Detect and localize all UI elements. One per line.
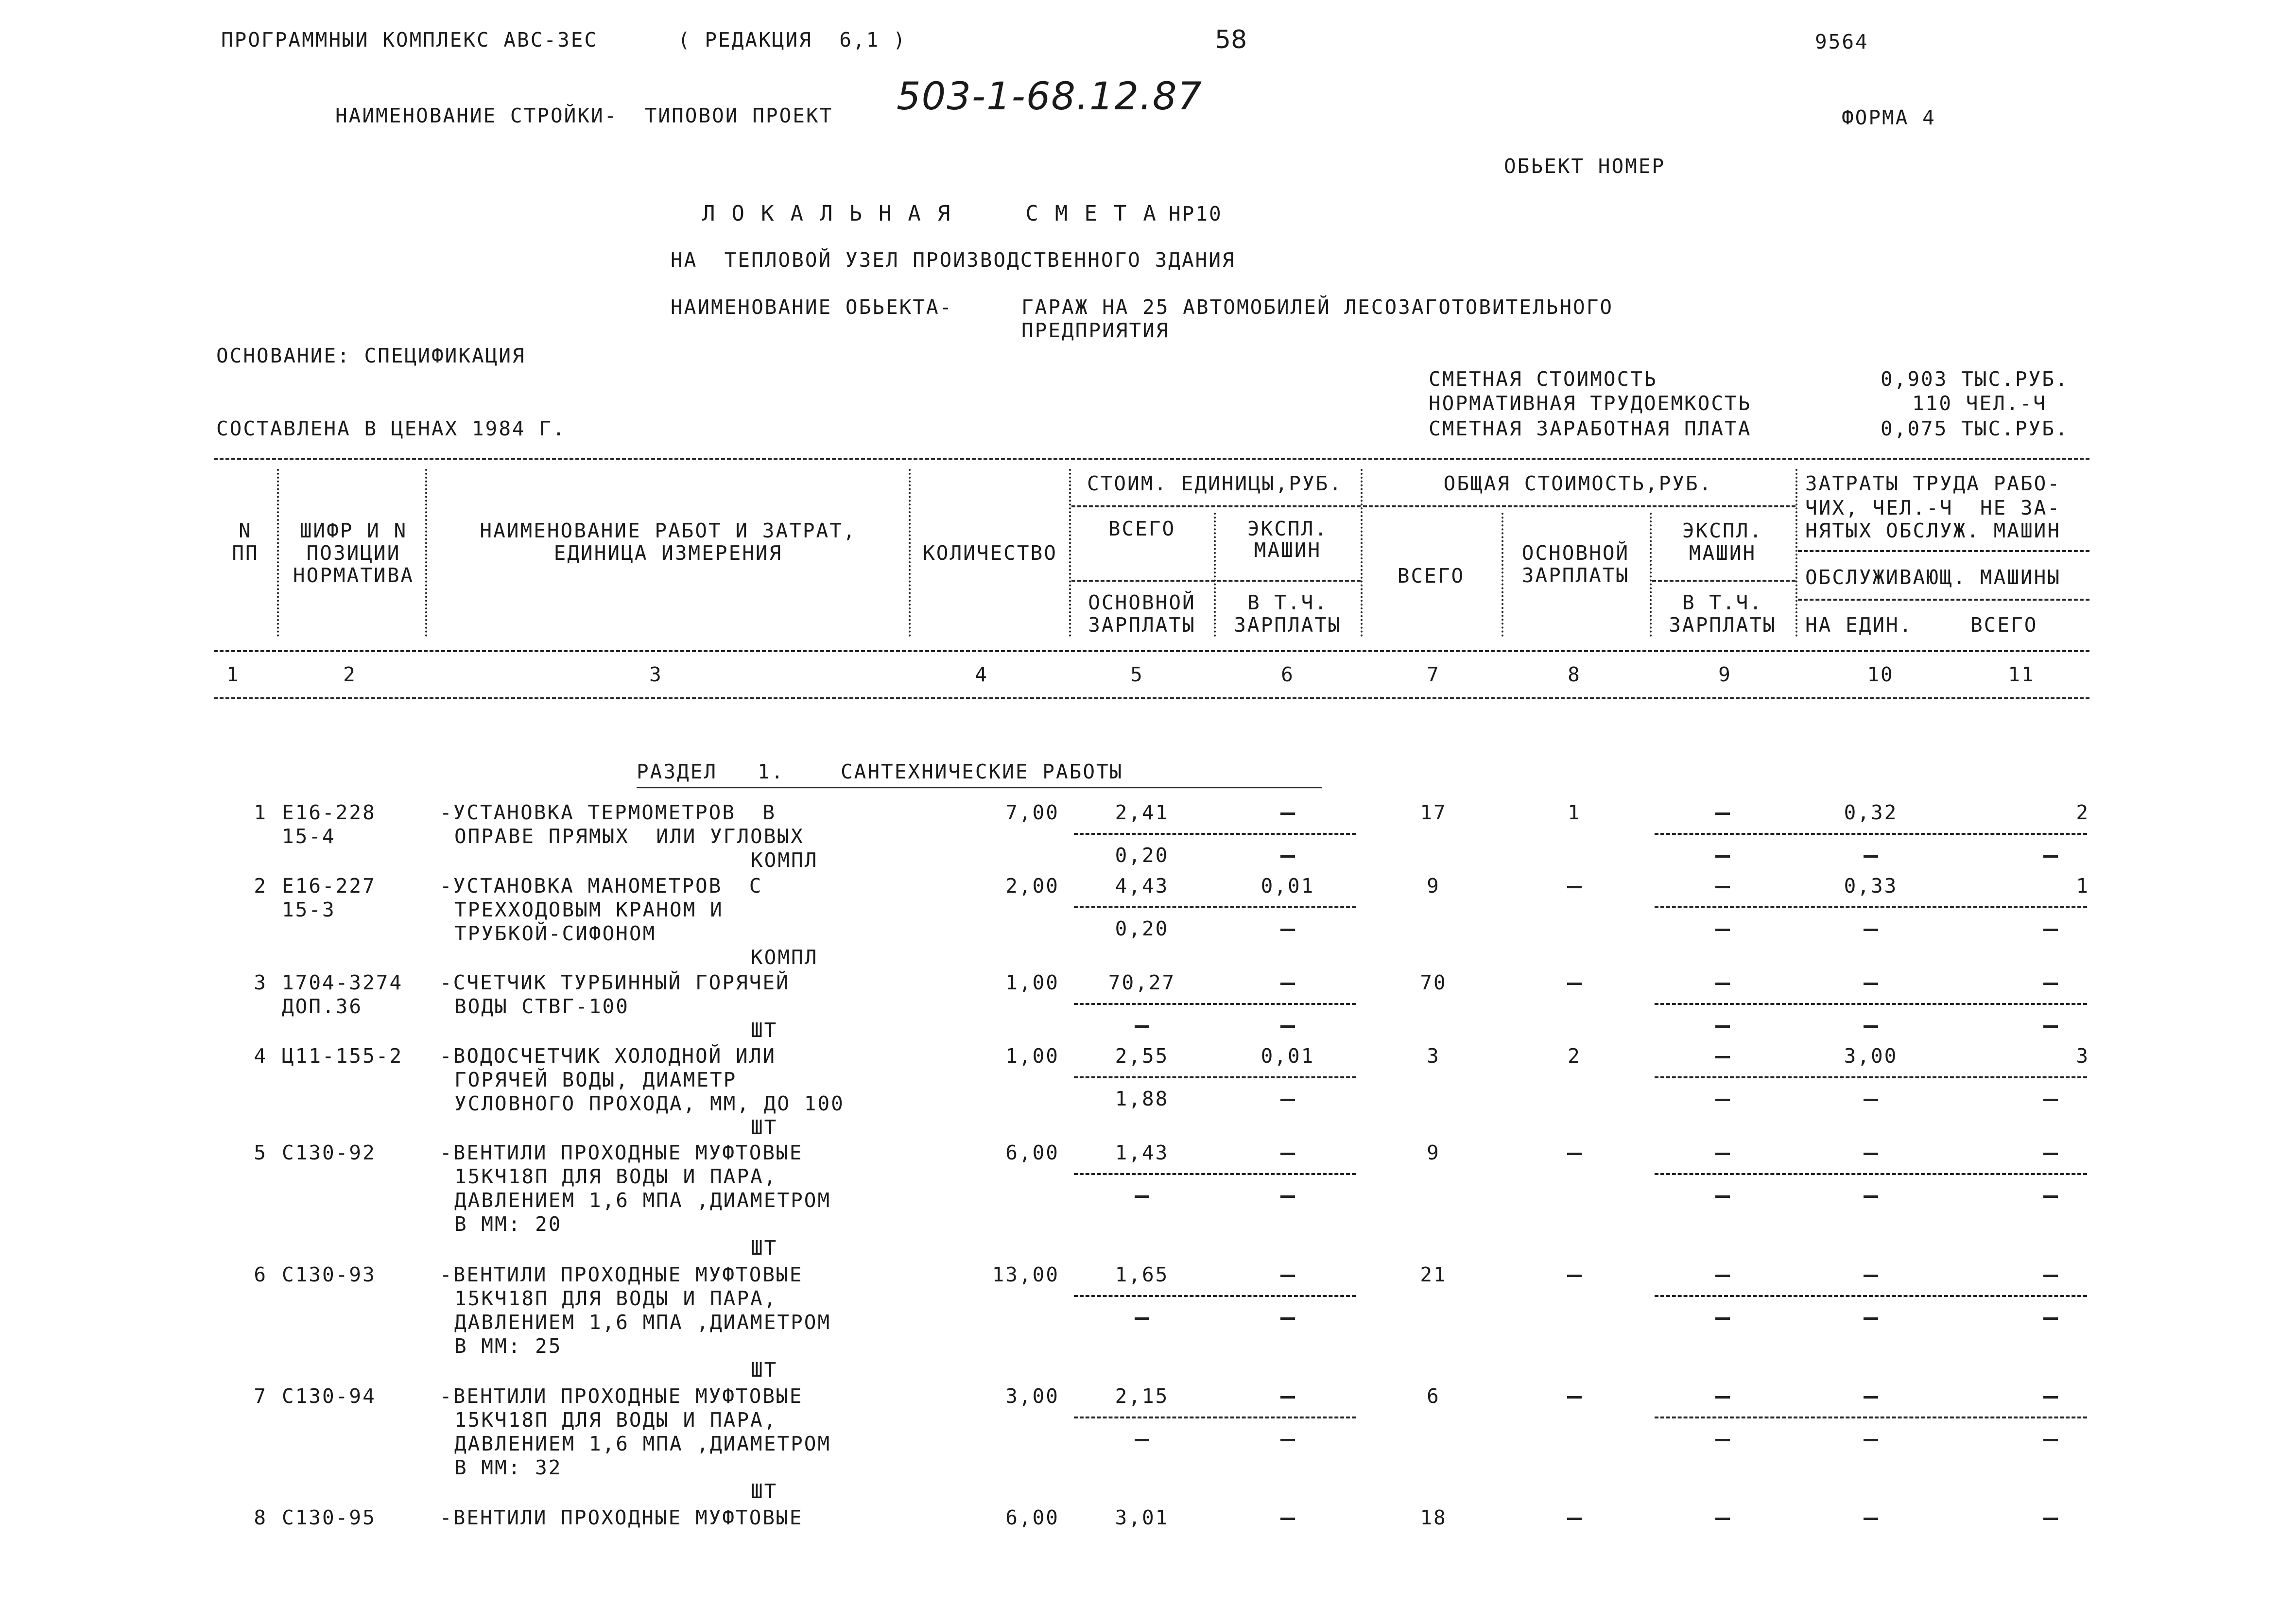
row-4-unit-wage: 1,88 <box>1115 1087 1169 1110</box>
colhead-n: N <box>239 519 252 542</box>
row-7-labor2-unit-dash <box>1864 1439 1878 1441</box>
labor-rule <box>1798 550 2089 552</box>
colhead-unit-wage2: ЗАРПЛАТЫ <box>1088 613 1196 637</box>
row-7-labor-total-dash <box>2043 1396 2058 1399</box>
colhead-labor2: ЧИХ, ЧЕЛ.-Ч НЕ ЗА- <box>1805 496 2061 519</box>
basis: ОСНОВАНИЕ: СПЕЦИФИКАЦИЯ <box>216 344 526 367</box>
object-name-line1: ГАРАЖ НА 25 АВТОМОБИЛЕЙ ЛЕСОЗАГОТОВИТЕЛЬНОГО <box>1021 295 1614 319</box>
row-4-unit-total: 2,55 <box>1115 1044 1169 1068</box>
colhead-unit-mach2: МАШИН <box>1254 538 1322 562</box>
colnum-2: 2 <box>343 663 357 686</box>
labor-rule2 <box>1798 599 2089 601</box>
row-6-labor-total-dash <box>2043 1275 2058 1277</box>
row-4-name-1: -ВОДОСЧЕТЧИК ХОЛОДНОЙ ИЛИ <box>440 1044 777 1068</box>
row-3-unit-wage-dash <box>1135 1025 1149 1028</box>
colnum-1: 1 <box>226 663 240 686</box>
row-8-name-1: -ВЕНТИЛИ ПРОХОДНЫЕ МУФТОВЫЕ <box>440 1506 803 1529</box>
row-6-total-incl-dash <box>1715 1317 1730 1320</box>
row-2-unit-rule <box>1074 906 1356 908</box>
row-3-number: 3 <box>254 971 267 994</box>
colhead-labor-unit: НА ЕДИН. <box>1805 613 1913 637</box>
row-2-name-2: ТРЕХХОДОВЫМ КРАНОМ И <box>454 898 724 921</box>
row-2-code: Е16-227 <box>282 874 376 898</box>
row-3-unit: ШТ <box>751 1019 778 1042</box>
row-1-unit-rule <box>1074 833 1356 835</box>
program-name: ПРОГРАММНЫИ КОМПЛЕКС АВС-ЗЕС <box>221 28 598 52</box>
row-1-name-2: ОПРАВЕ ПРЯМЫХ ИЛИ УГЛОВЫХ <box>454 825 804 848</box>
row-7-unit-wage-dash <box>1135 1439 1149 1441</box>
col-divider <box>1069 469 1071 637</box>
summary-label-cost: СМЕТНАЯ СТОИМОСТЬ <box>1429 367 1657 391</box>
col-divider <box>1502 513 1503 637</box>
colhead-labor3: НЯТЫХ ОБСЛУЖ. МАШИН <box>1805 519 2061 542</box>
row-6-name-3: ДАВЛЕНИЕМ 1,6 МПА ,ДИАМЕТРОМ <box>454 1311 831 1334</box>
row-4-labor2-total-dash <box>2043 1099 2058 1101</box>
page-title: ЛОКАЛЬНАЯ СМЕТА <box>702 201 1173 226</box>
summary-label-wage: СМЕТНАЯ ЗАРАБОТНАЯ ПЛАТА <box>1429 417 1752 440</box>
row-2-number: 2 <box>254 874 267 898</box>
row-2-qty: 2,00 <box>1005 874 1059 898</box>
row-4-labor-total: 3 <box>2076 1044 2089 1068</box>
row-3-total-rule <box>1655 1003 2087 1005</box>
estimate-subtitle: НА ТЕПЛОВОЙ УЗЕЛ ПРОИЗВОДСТВЕННОГО ЗДАНИЯ <box>671 248 1236 272</box>
row-4-total: 3 <box>1427 1044 1440 1068</box>
colnum-11: 11 <box>2008 663 2035 686</box>
row-1-total-mach-dash <box>1715 812 1730 815</box>
row-6-unit-wage-dash <box>1135 1317 1149 1320</box>
row-7-total: 6 <box>1427 1384 1440 1408</box>
colhead-unitcost: СТОИМ. ЕДИНИЦЫ,РУБ. <box>1087 472 1343 495</box>
row-7-unit-incl-dash <box>1280 1439 1295 1441</box>
colhead-labor: ЗАТРАТЫ ТРУДА РАБО- <box>1805 472 2061 495</box>
row-5-labor-unit-dash <box>1864 1153 1878 1155</box>
row-2-name-1: -УСТАНОВКА МАНОМЕТРОВ С <box>440 874 763 898</box>
row-7-total-wage-dash <box>1567 1396 1582 1399</box>
row-8-total-mach-dash <box>1715 1518 1730 1520</box>
row-6-unit: ШТ <box>751 1358 778 1382</box>
col-divider <box>277 469 279 637</box>
doc-number: 9564 <box>1815 30 1869 53</box>
row-4-unit-mach: 0,01 <box>1260 1044 1315 1068</box>
colhead-n2: ПП <box>232 541 259 565</box>
row-3-total-incl-dash <box>1715 1025 1730 1028</box>
row-6-name-4: В ММ: 25 <box>454 1334 562 1358</box>
prices-year: СОСТАВЛЕНА В ЦЕНАХ 1984 Г. <box>216 417 566 440</box>
row-7-name-4: В ММ: 32 <box>454 1456 562 1479</box>
row-2-name-3: ТРУБКОЙ-СИФОНОМ <box>454 922 656 945</box>
row-7-code: С130-94 <box>282 1384 376 1408</box>
row-6-unit-mach-dash <box>1280 1275 1295 1277</box>
colhead-code3: НОРМАТИВА <box>293 564 414 587</box>
summary-value-cost: 0,903 ТЫС.РУБ. <box>1881 367 2069 391</box>
row-3-unit-mach-dash <box>1280 983 1295 985</box>
colhead-labor-total: ВСЕГО <box>1970 613 2038 637</box>
row-1-labor-unit: 0,32 <box>1844 801 1898 824</box>
row-4-unit-rule <box>1074 1076 1356 1078</box>
section-name: САНТЕХНИЧЕСКИЕ РАБОТЫ <box>841 760 1123 783</box>
row-4-labor-unit: 3,00 <box>1844 1044 1898 1068</box>
row-4-unit-incl-dash <box>1280 1099 1295 1101</box>
summary-value-wage: 0,075 ТЫС.РУБ. <box>1881 417 2069 440</box>
title-code: НР10 <box>1169 202 1223 225</box>
row-6-labor-unit-dash <box>1864 1275 1878 1277</box>
colhead-unit-incl: В Т.Ч. <box>1247 591 1329 614</box>
totalmach-rule <box>1652 580 1795 582</box>
row-5-total-wage-dash <box>1567 1153 1582 1155</box>
row-3-code-2: ДОП.36 <box>282 995 363 1018</box>
row-4-code: Ц11-155-2 <box>282 1044 403 1068</box>
row-4-name-3: УСЛОВНОГО ПРОХОДА, ММ, ДО 100 <box>454 1092 845 1115</box>
row-3-code: 1704-3274 <box>282 971 403 994</box>
colhead-qty: КОЛИЧЕСТВО <box>923 541 1057 565</box>
colhead-unit-total: ВСЕГО <box>1108 517 1176 540</box>
row-6-labor2-total-dash <box>2043 1317 2058 1320</box>
row-2-total-incl-dash <box>1715 929 1730 931</box>
colnum-9: 9 <box>1718 663 1732 686</box>
row-5-total: 9 <box>1427 1141 1440 1164</box>
row-7-unit-rule <box>1074 1417 1356 1418</box>
row-5-qty: 6,00 <box>1005 1141 1059 1164</box>
colhead-totalcost: ОБЩАЯ СТОИМОСТЬ,РУБ. <box>1443 472 1713 495</box>
project-code-handwritten: 503-1-68.12.87 <box>897 75 1203 119</box>
row-4-total-incl-dash <box>1715 1099 1730 1101</box>
row-6-unit-total: 1,65 <box>1115 1263 1169 1286</box>
row-1-labor2-unit-dash <box>1864 855 1878 858</box>
row-6-total-wage-dash <box>1567 1275 1582 1277</box>
row-5-labor2-unit-dash <box>1864 1195 1878 1198</box>
row-5-total-incl-dash <box>1715 1195 1730 1198</box>
row-1-total-incl-dash <box>1715 855 1730 858</box>
row-2-unit: КОМПЛ <box>751 946 818 969</box>
row-5-total-rule <box>1655 1173 2087 1175</box>
construction-label: НАИМЕНОВАНИЕ СТРОЙКИ- ТИПОВОИ ПРОЕКТ <box>335 104 833 127</box>
row-6-name-2: 15КЧ18П ДЛЯ ВОДЫ И ПАРА, <box>454 1287 777 1310</box>
row-8-code: С130-95 <box>282 1506 376 1529</box>
row-6-total-rule <box>1655 1295 2087 1297</box>
colhead-name2: ЕДИНИЦА ИЗМЕРЕНИЯ <box>553 541 783 565</box>
row-6-total-mach-dash <box>1715 1275 1730 1277</box>
row-3-name-1: -СЧЕТЧИК ТУРБИННЫЙ ГОРЯЧЕЙ <box>440 971 790 994</box>
col-divider <box>909 469 911 637</box>
row-5-unit-total: 1,43 <box>1115 1141 1169 1164</box>
row-3-unit-rule <box>1074 1003 1356 1005</box>
page-number: 58 <box>1215 25 1247 54</box>
row-4-unit: ШТ <box>751 1116 778 1139</box>
row-2-labor2-unit-dash <box>1864 929 1878 931</box>
row-5-name-2: 15КЧ18П ДЛЯ ВОДЫ И ПАРА, <box>454 1165 777 1188</box>
row-6-unit-rule <box>1074 1295 1356 1297</box>
row-1-unit-wage: 0,20 <box>1115 844 1169 867</box>
row-5-total-mach-dash <box>1715 1153 1730 1155</box>
colhead-total-mach2: МАШИН <box>1689 541 1757 565</box>
row-3-qty: 1,00 <box>1005 971 1059 994</box>
row-2-unit-total: 4,43 <box>1115 874 1169 898</box>
row-8-number: 8 <box>254 1506 267 1529</box>
row-4-total-wage: 2 <box>1568 1044 1581 1068</box>
row-2-total-mach-dash <box>1715 886 1730 888</box>
colhead-code: ШИФР И N <box>299 519 408 542</box>
row-7-total-rule <box>1655 1417 2087 1418</box>
edition: ( РЕДАКЦИЯ 6,1 ) <box>678 28 907 52</box>
row-2-labor2-total-dash <box>2043 929 2058 931</box>
row-3-name-2: ВОДЫ СТВГ-100 <box>454 995 629 1018</box>
row-3-labor-unit-dash <box>1864 983 1878 985</box>
row-1-total: 17 <box>1420 801 1447 824</box>
row-6-code: С130-93 <box>282 1263 376 1286</box>
unitcost-rule <box>1071 505 1361 507</box>
row-5-unit-rule <box>1074 1173 1356 1175</box>
row-5-name-3: ДАВЛЕНИЕМ 1,6 МПА ,ДИАМЕТРОМ <box>454 1189 831 1212</box>
row-3-unit-total: 70,27 <box>1108 971 1176 994</box>
row-1-labor2-total-dash <box>2043 855 2058 858</box>
row-7-labor-unit-dash <box>1864 1396 1878 1399</box>
colnum-10: 10 <box>1867 663 1894 686</box>
col-divider <box>1214 513 1216 637</box>
colnum-7: 7 <box>1427 663 1440 686</box>
row-3-total-mach-dash <box>1715 983 1730 985</box>
row-7-qty: 3,00 <box>1005 1384 1059 1408</box>
row-3-total: 70 <box>1420 971 1447 994</box>
row-5-name-4: В ММ: 20 <box>454 1212 562 1236</box>
summary-label-labor: НОРМАТИВНАЯ ТРУДОЕМКОСТЬ <box>1429 392 1752 415</box>
colhead-total-all: ВСЕГО <box>1397 564 1465 588</box>
row-3-unit-incl-dash <box>1280 1025 1295 1028</box>
col-divider <box>1361 469 1363 637</box>
row-2-unit-incl-dash <box>1280 929 1295 931</box>
row-6-qty: 13,00 <box>992 1263 1059 1286</box>
colhead-total-incl2: ЗАРПЛАТЫ <box>1669 613 1777 637</box>
row-1-unit-total: 2,41 <box>1115 801 1169 824</box>
colhead-total-incl: В Т.Ч. <box>1682 591 1763 614</box>
colhead-code2: ПОЗИЦИИ <box>306 541 401 565</box>
object-number-label: ОБЬЕКТ НОМЕР <box>1504 155 1666 178</box>
row-2-unit-mach: 0,01 <box>1260 874 1315 898</box>
row-7-name-2: 15КЧ18П ДЛЯ ВОДЫ И ПАРА, <box>454 1408 777 1432</box>
row-7-unit: ШТ <box>751 1480 778 1503</box>
unitcost-sub-rule <box>1071 580 1361 582</box>
row-5-name-1: -ВЕНТИЛИ ПРОХОДНЫЕ МУФТОВЫЕ <box>440 1141 803 1164</box>
row-3-labor2-unit-dash <box>1864 1025 1878 1028</box>
row-2-unit-wage: 0,20 <box>1115 917 1169 940</box>
row-4-number: 4 <box>254 1044 267 1068</box>
row-6-name-1: -ВЕНТИЛИ ПРОХОДНЫЕ МУФТОВЫЕ <box>440 1263 803 1286</box>
row-7-number: 7 <box>254 1384 267 1408</box>
row-3-labor-total-dash <box>2043 983 2058 985</box>
object-name-line2: ПРЕДПРИЯТИЯ <box>1021 319 1170 342</box>
row-6-number: 6 <box>254 1263 267 1286</box>
row-5-unit-incl-dash <box>1280 1195 1295 1198</box>
colhead-labor-sub: ОБСЛУЖИВАЮЩ. МАШИНЫ <box>1805 566 2061 589</box>
colnum-3: 3 <box>649 663 663 686</box>
row-7-unit-mach-dash <box>1280 1396 1295 1399</box>
row-3-labor2-total-dash <box>2043 1025 2058 1028</box>
row-1-total-wage: 1 <box>1568 801 1581 824</box>
row-5-unit-wage-dash <box>1135 1195 1149 1198</box>
row-1-unit-mach-dash <box>1280 812 1295 815</box>
row-7-total-incl-dash <box>1715 1439 1730 1441</box>
row-6-total: 21 <box>1420 1263 1447 1286</box>
row-1-name-1: -УСТАНОВКА ТЕРМОМЕТРОВ В <box>440 801 777 824</box>
row-4-name-2: ГОРЯЧЕЙ ВОДЫ, ДИАМЕТР <box>454 1068 737 1091</box>
row-2-total-rule <box>1655 906 2087 908</box>
header-top-rule <box>214 458 2089 460</box>
object-label: НАИМЕНОВАНИЕ ОБЬЕКТА- <box>671 295 953 319</box>
row-1-total-rule <box>1655 833 2087 835</box>
colhead-total-mach: ЭКСПЛ. <box>1682 519 1763 542</box>
row-2-total: 9 <box>1427 874 1440 898</box>
form-label: ФОРМА 4 <box>1842 106 1936 129</box>
row-7-unit-total: 2,15 <box>1115 1384 1169 1408</box>
section-underline <box>637 787 1322 792</box>
row-1-qty: 7,00 <box>1005 801 1059 824</box>
row-1-unit-incl-dash <box>1280 855 1295 858</box>
section-label: РАЗДЕЛ 1. <box>637 760 785 783</box>
row-1-code: Е16-228 <box>282 801 376 824</box>
row-5-number: 5 <box>254 1141 267 1164</box>
row-6-labor2-unit-dash <box>1864 1317 1878 1320</box>
row-1-unit: КОМПЛ <box>751 848 818 872</box>
row-1-labor-total: 2 <box>2076 801 2089 824</box>
row-1-number: 1 <box>254 801 267 824</box>
colnum-6: 6 <box>1281 663 1295 686</box>
totalcost-rule <box>1363 505 1795 507</box>
row-2-labor-unit: 0,33 <box>1844 874 1898 898</box>
row-7-total-mach-dash <box>1715 1396 1730 1399</box>
row-6-unit-incl-dash <box>1280 1317 1295 1320</box>
row-7-name-1: -ВЕНТИЛИ ПРОХОДНЫЕ МУФТОВЫЕ <box>440 1384 803 1408</box>
row-5-unit-mach-dash <box>1280 1153 1295 1155</box>
colnum-4: 4 <box>975 663 988 686</box>
row-5-labor2-total-dash <box>2043 1195 2058 1198</box>
row-2-labor-total: 1 <box>2076 874 2089 898</box>
colhead-unit-incl2: ЗАРПЛАТЫ <box>1234 613 1342 637</box>
header-bottom-rule <box>214 650 2089 652</box>
colnum-8: 8 <box>1568 663 1581 686</box>
colnum-5: 5 <box>1130 663 1144 686</box>
colhead-total-wage: ОСНОВНОЙ <box>1521 541 1630 565</box>
row-5-code: С130-92 <box>282 1141 376 1164</box>
row-3-total-wage-dash <box>1567 983 1582 985</box>
colhead-name: НАИМЕНОВАНИЕ РАБОТ И ЗАТРАТ, <box>480 519 857 542</box>
row-8-labor-total-dash <box>2043 1518 2058 1520</box>
row-8-total: 18 <box>1420 1506 1447 1529</box>
col-divider <box>1795 469 1797 637</box>
colhead-unit-wage: ОСНОВНОЙ <box>1088 591 1196 614</box>
row-8-qty: 6,00 <box>1005 1506 1059 1529</box>
col-divider <box>425 469 427 637</box>
colhead-unit-mach: ЭКСПЛ. <box>1247 517 1329 540</box>
col-divider <box>1650 513 1652 637</box>
row-8-labor-unit-dash <box>1864 1518 1878 1520</box>
summary-value-labor: 110 ЧЕЛ.-Ч <box>1912 392 2047 415</box>
row-4-labor2-unit-dash <box>1864 1099 1878 1101</box>
row-8-unit-total: 3,01 <box>1115 1506 1169 1529</box>
row-7-labor2-total-dash <box>2043 1439 2058 1441</box>
colnum-bottom-rule <box>214 697 2089 699</box>
row-2-code-2: 15-3 <box>282 898 336 921</box>
row-5-labor-total-dash <box>2043 1153 2058 1155</box>
row-7-name-3: ДАВЛЕНИЕМ 1,6 МПА ,ДИАМЕТРОМ <box>454 1432 831 1455</box>
row-5-unit: ШТ <box>751 1236 778 1260</box>
row-1-code-2: 15-4 <box>282 825 336 848</box>
row-2-total-wage-dash <box>1567 886 1582 888</box>
row-4-total-rule <box>1655 1076 2087 1078</box>
colhead-total-wage2: ЗАРПЛАТЫ <box>1521 564 1630 587</box>
row-8-unit-mach-dash <box>1280 1518 1295 1520</box>
row-4-qty: 1,00 <box>1005 1044 1059 1068</box>
row-4-total-mach-dash <box>1715 1056 1730 1058</box>
row-8-total-wage-dash <box>1567 1518 1582 1520</box>
